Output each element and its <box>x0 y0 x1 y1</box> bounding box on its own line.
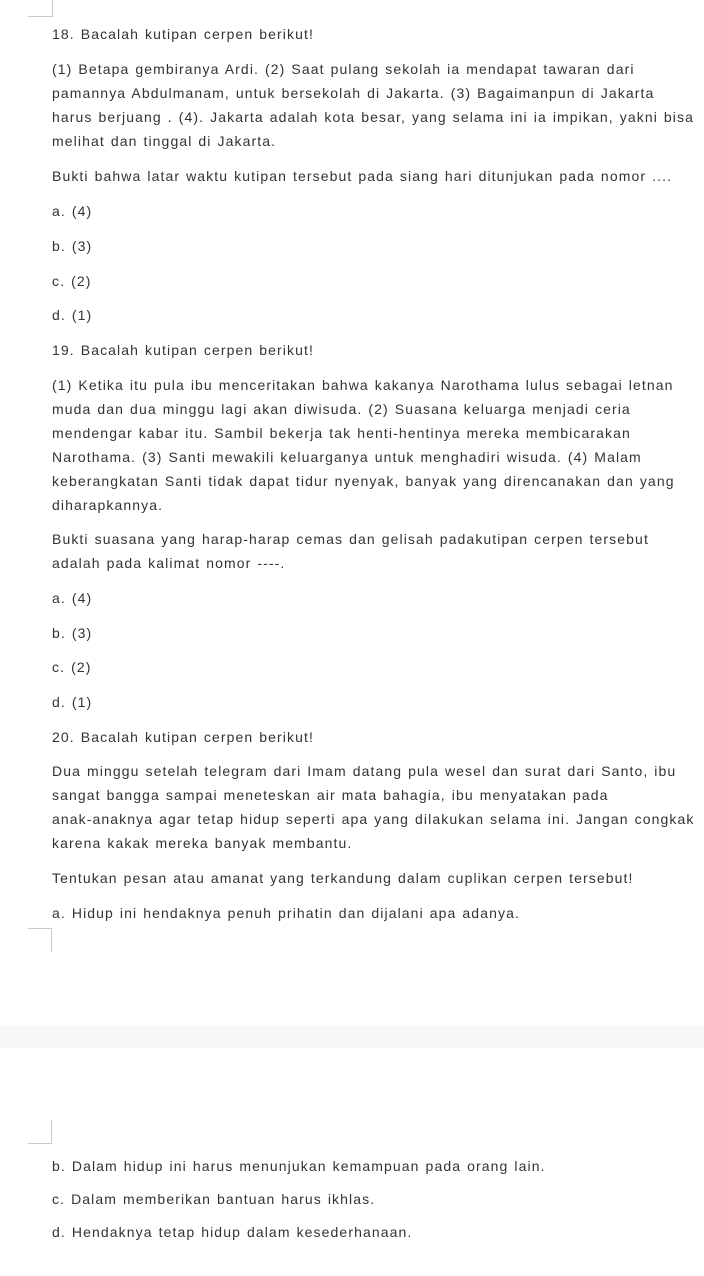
passage-line: sangat bangga sampai meneteskan air mata bahagia, ibu menyatakan pada <box>52 787 609 803</box>
answer-option-b[interactable]: b. (3) <box>52 625 93 641</box>
question-heading: 19. Bacalah kutipan cerpen berikut! <box>52 342 314 358</box>
passage-line: (1) Betapa gembiranya Ardi. (2) Saat pulang sekolah ia mendapat tawaran dari <box>52 61 635 77</box>
answer-option-b[interactable]: b. Dalam hidup ini harus menunjukan kemampuan pada orang lain. <box>52 1158 546 1174</box>
question-heading: 18. Bacalah kutipan cerpen berikut! <box>52 26 314 42</box>
question-heading: 20. Bacalah kutipan cerpen berikut! <box>52 729 314 745</box>
crop-mark-top-horizontal <box>28 16 52 17</box>
passage-line: mendengar kabar itu. Sambil bekerja tak henti-hentinya mereka membicarakan <box>52 425 631 441</box>
answer-option-d[interactable]: d. (1) <box>52 307 93 323</box>
passage-line: Dua minggu setelah telegram dari Imam datang pula wesel dan surat dari Santo, ibu <box>52 763 677 779</box>
passage-line: melihat dan tinggal di Jakarta. <box>52 133 277 149</box>
passage-line: muda dan dua minggu lagi akan diwisuda. (2) Suasana keluarga menjadi ceria <box>52 401 631 417</box>
passage-line: keberangkatan Santi tidak dapat tidur nyenyak, banyak yang direncanakan dan yang <box>52 473 675 489</box>
question-text: Tentukan pesan atau amanat yang terkandung dalam cuplikan cerpen tersebut! <box>52 870 634 886</box>
passage-line: (1) Ketika itu pula ibu menceritakan bahwa kakanya Narothama lulus sebagai letnan <box>52 377 674 393</box>
crop-mark-bottom-vertical <box>51 1120 52 1144</box>
passage-line: Narothama. (3) Santi mewakili keluarganya untuk menghadiri wisuda. (4) Malam <box>52 449 642 465</box>
answer-option-b[interactable]: b. (3) <box>52 238 93 254</box>
answer-option-a[interactable]: a. (4) <box>52 203 93 219</box>
passage-line: anak-anaknya agar tetap hidup seperti apa yang dilakukan selama ini. Jangan congkak <box>52 811 695 827</box>
answer-option-a[interactable]: a. (4) <box>52 590 93 606</box>
passage-line: karena kakak mereka banyak membantu. <box>52 835 353 851</box>
crop-mark-bottom-horizontal <box>28 1143 52 1144</box>
passage-line: pamannya Abdulmanam, untuk bersekolah di Jakarta. (3) Bagaimanpun di Jakarta <box>52 85 655 101</box>
passage-line: harus berjuang . (4). Jakarta adalah kota besar, yang selama ini ia impikan, yakni bisa <box>52 109 694 125</box>
crop-mark-top-vertical <box>52 0 53 17</box>
passage-line: diharapkannya. <box>52 497 164 513</box>
question-text: Bukti bahwa latar waktu kutipan tersebut pada siang hari ditunjukan pada nomor .... <box>52 168 673 184</box>
crop-mark-mid-vertical <box>51 928 52 952</box>
answer-option-c[interactable]: c. (2) <box>52 659 92 675</box>
question-text: adalah pada kalimat nomor ----. <box>52 555 286 571</box>
crop-mark-mid-horizontal <box>28 928 52 929</box>
question-text: Bukti suasana yang harap-harap cemas dan gelisah padakutipan cerpen tersebut <box>52 531 649 547</box>
answer-option-a[interactable]: a. Hidup ini hendaknya penuh prihatin dan dijalani apa adanya. <box>52 905 520 921</box>
answer-option-d[interactable]: d. (1) <box>52 694 93 710</box>
page-gap <box>0 1026 704 1048</box>
answer-option-d[interactable]: d. Hendaknya tetap hidup dalam kesederhanaan. <box>52 1224 413 1240</box>
answer-option-c[interactable]: c. Dalam memberikan bantuan harus ikhlas. <box>52 1191 376 1207</box>
answer-option-c[interactable]: c. (2) <box>52 273 92 289</box>
